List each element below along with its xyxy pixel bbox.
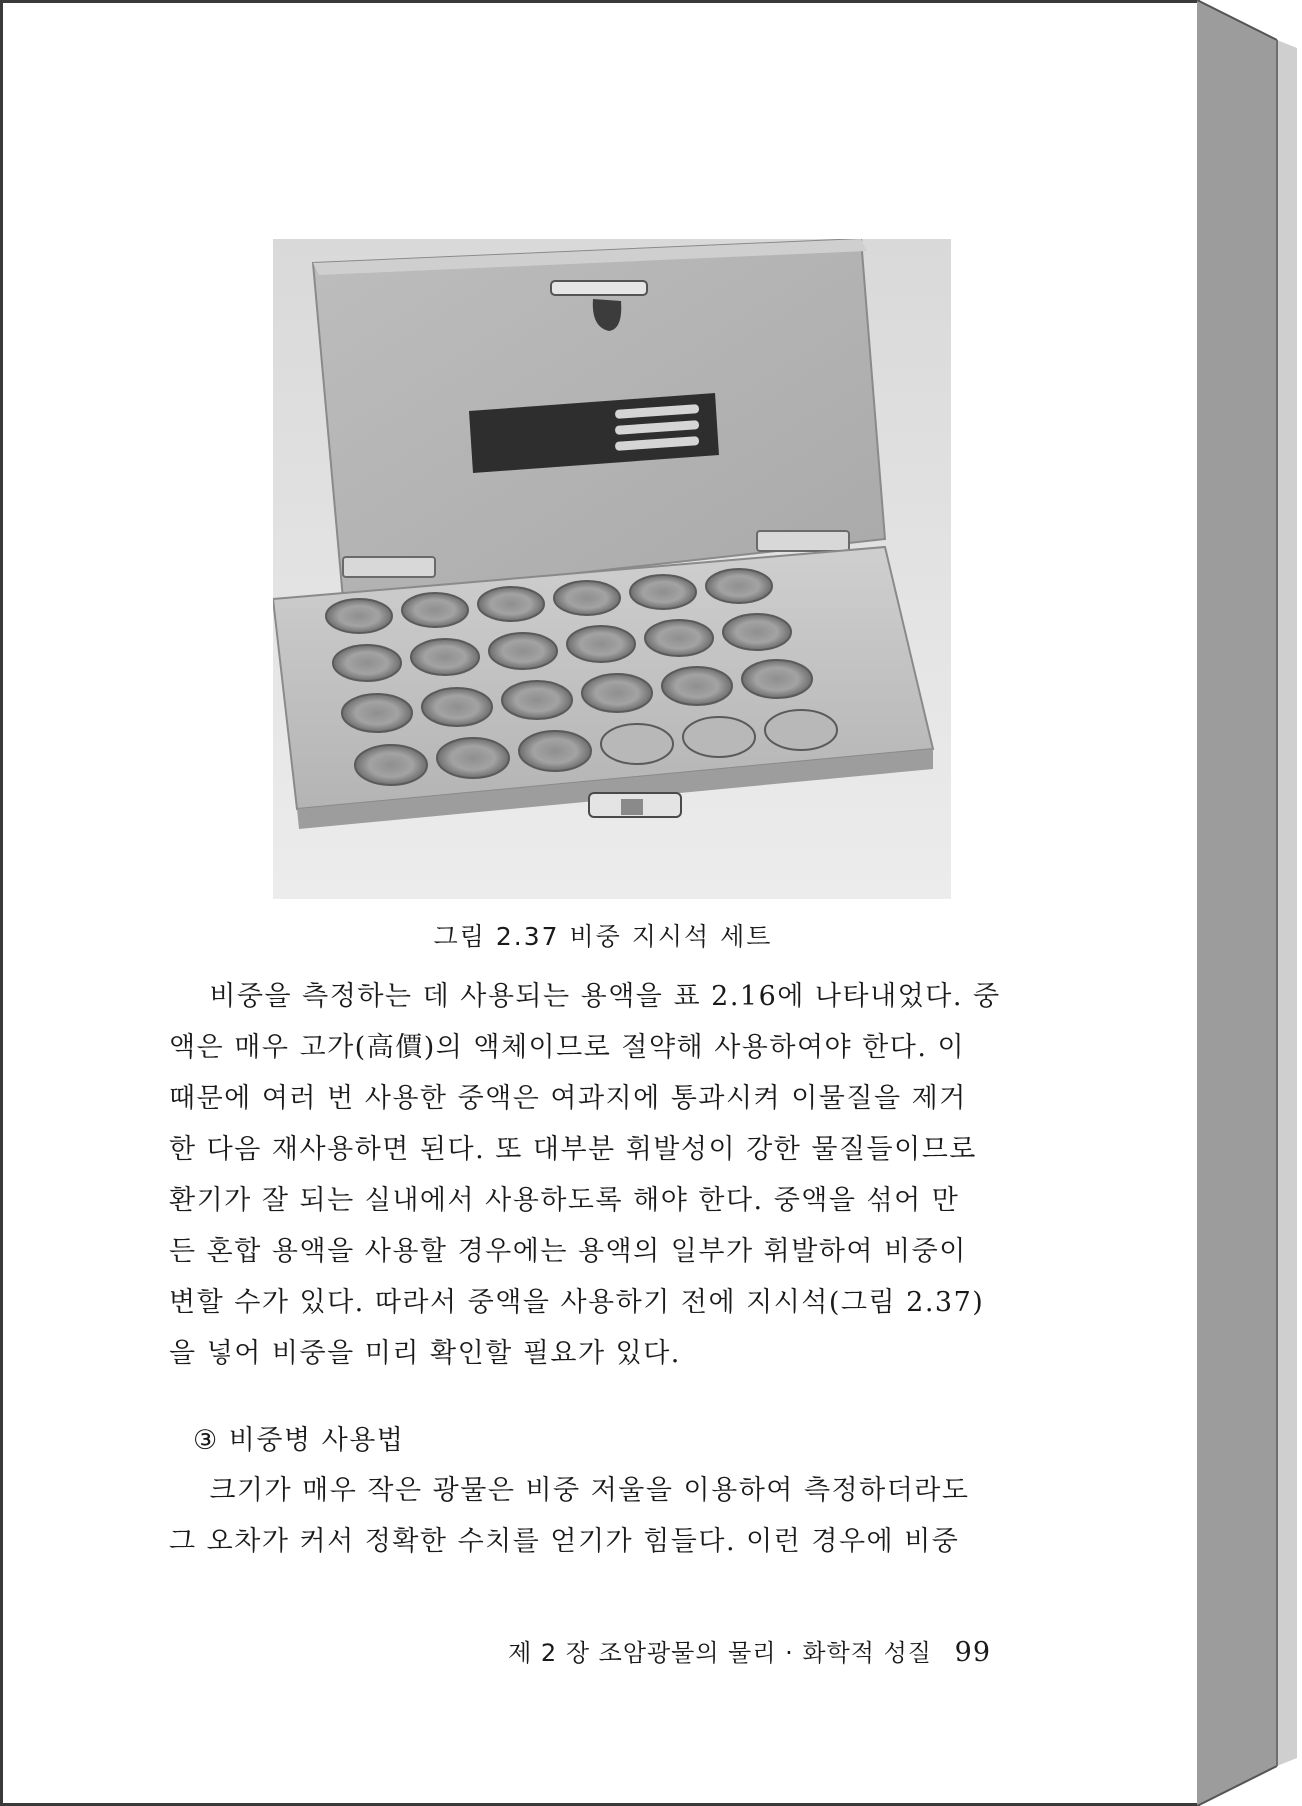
text-line: 크기가 매우 작은 광물은 비중 저울을 이용하여 측정하더라도 [169, 1475, 970, 1506]
book-page-edge [1197, 0, 1302, 1806]
figure-photo-specific-gravity-indicator-set [273, 239, 951, 899]
figure-caption: 그림 2.37 비중 지시석 세트 [433, 922, 773, 951]
page-number: 99 [954, 1637, 991, 1668]
text-line: 변할 수가 있다. 따라서 중액을 사용하기 전에 지시석(그림 2.37) [169, 1287, 985, 1318]
running-footer [508, 1633, 991, 1668]
text-line: 액은 매우 고가(高價)의 액체이므로 절약해 사용하여야 한다. 이 [169, 1032, 966, 1063]
text-line: 든 혼합 용액을 사용할 경우에는 용액의 일부가 휘발하여 비중이 [169, 1236, 967, 1267]
text-line: 을 넣어 비중을 미리 확인할 필요가 있다. [169, 1338, 681, 1369]
text-line: 한 다음 재사용하면 된다. 또 대부분 휘발성이 강한 물질들이므로 [169, 1134, 977, 1165]
indicator-set-case-illustration [273, 239, 951, 899]
text-line: 비중을 측정하는 데 사용되는 용액을 표 2.16에 나타내었다. 중 [169, 981, 1001, 1012]
text-line: 환기가 잘 되는 실내에서 사용하도록 해야 한다. 중액을 섞어 만 [169, 1185, 960, 1216]
text-line: 때문에 여러 번 사용한 중액은 여과지에 통과시켜 이물질을 제거 [169, 1083, 967, 1114]
chapter-title: 제 2 장 조암광물의 물리 · 화학적 성질 [508, 1639, 932, 1667]
paragraph-heavy-liquids [169, 971, 1041, 1379]
paragraph-pycnometer [169, 1465, 1041, 1567]
section-heading: ③ 비중병 사용법 [193, 1425, 405, 1456]
text-line: 그 오차가 커서 정확한 수치를 얻기가 힘들다. 이런 경우에 비중 [169, 1526, 960, 1557]
